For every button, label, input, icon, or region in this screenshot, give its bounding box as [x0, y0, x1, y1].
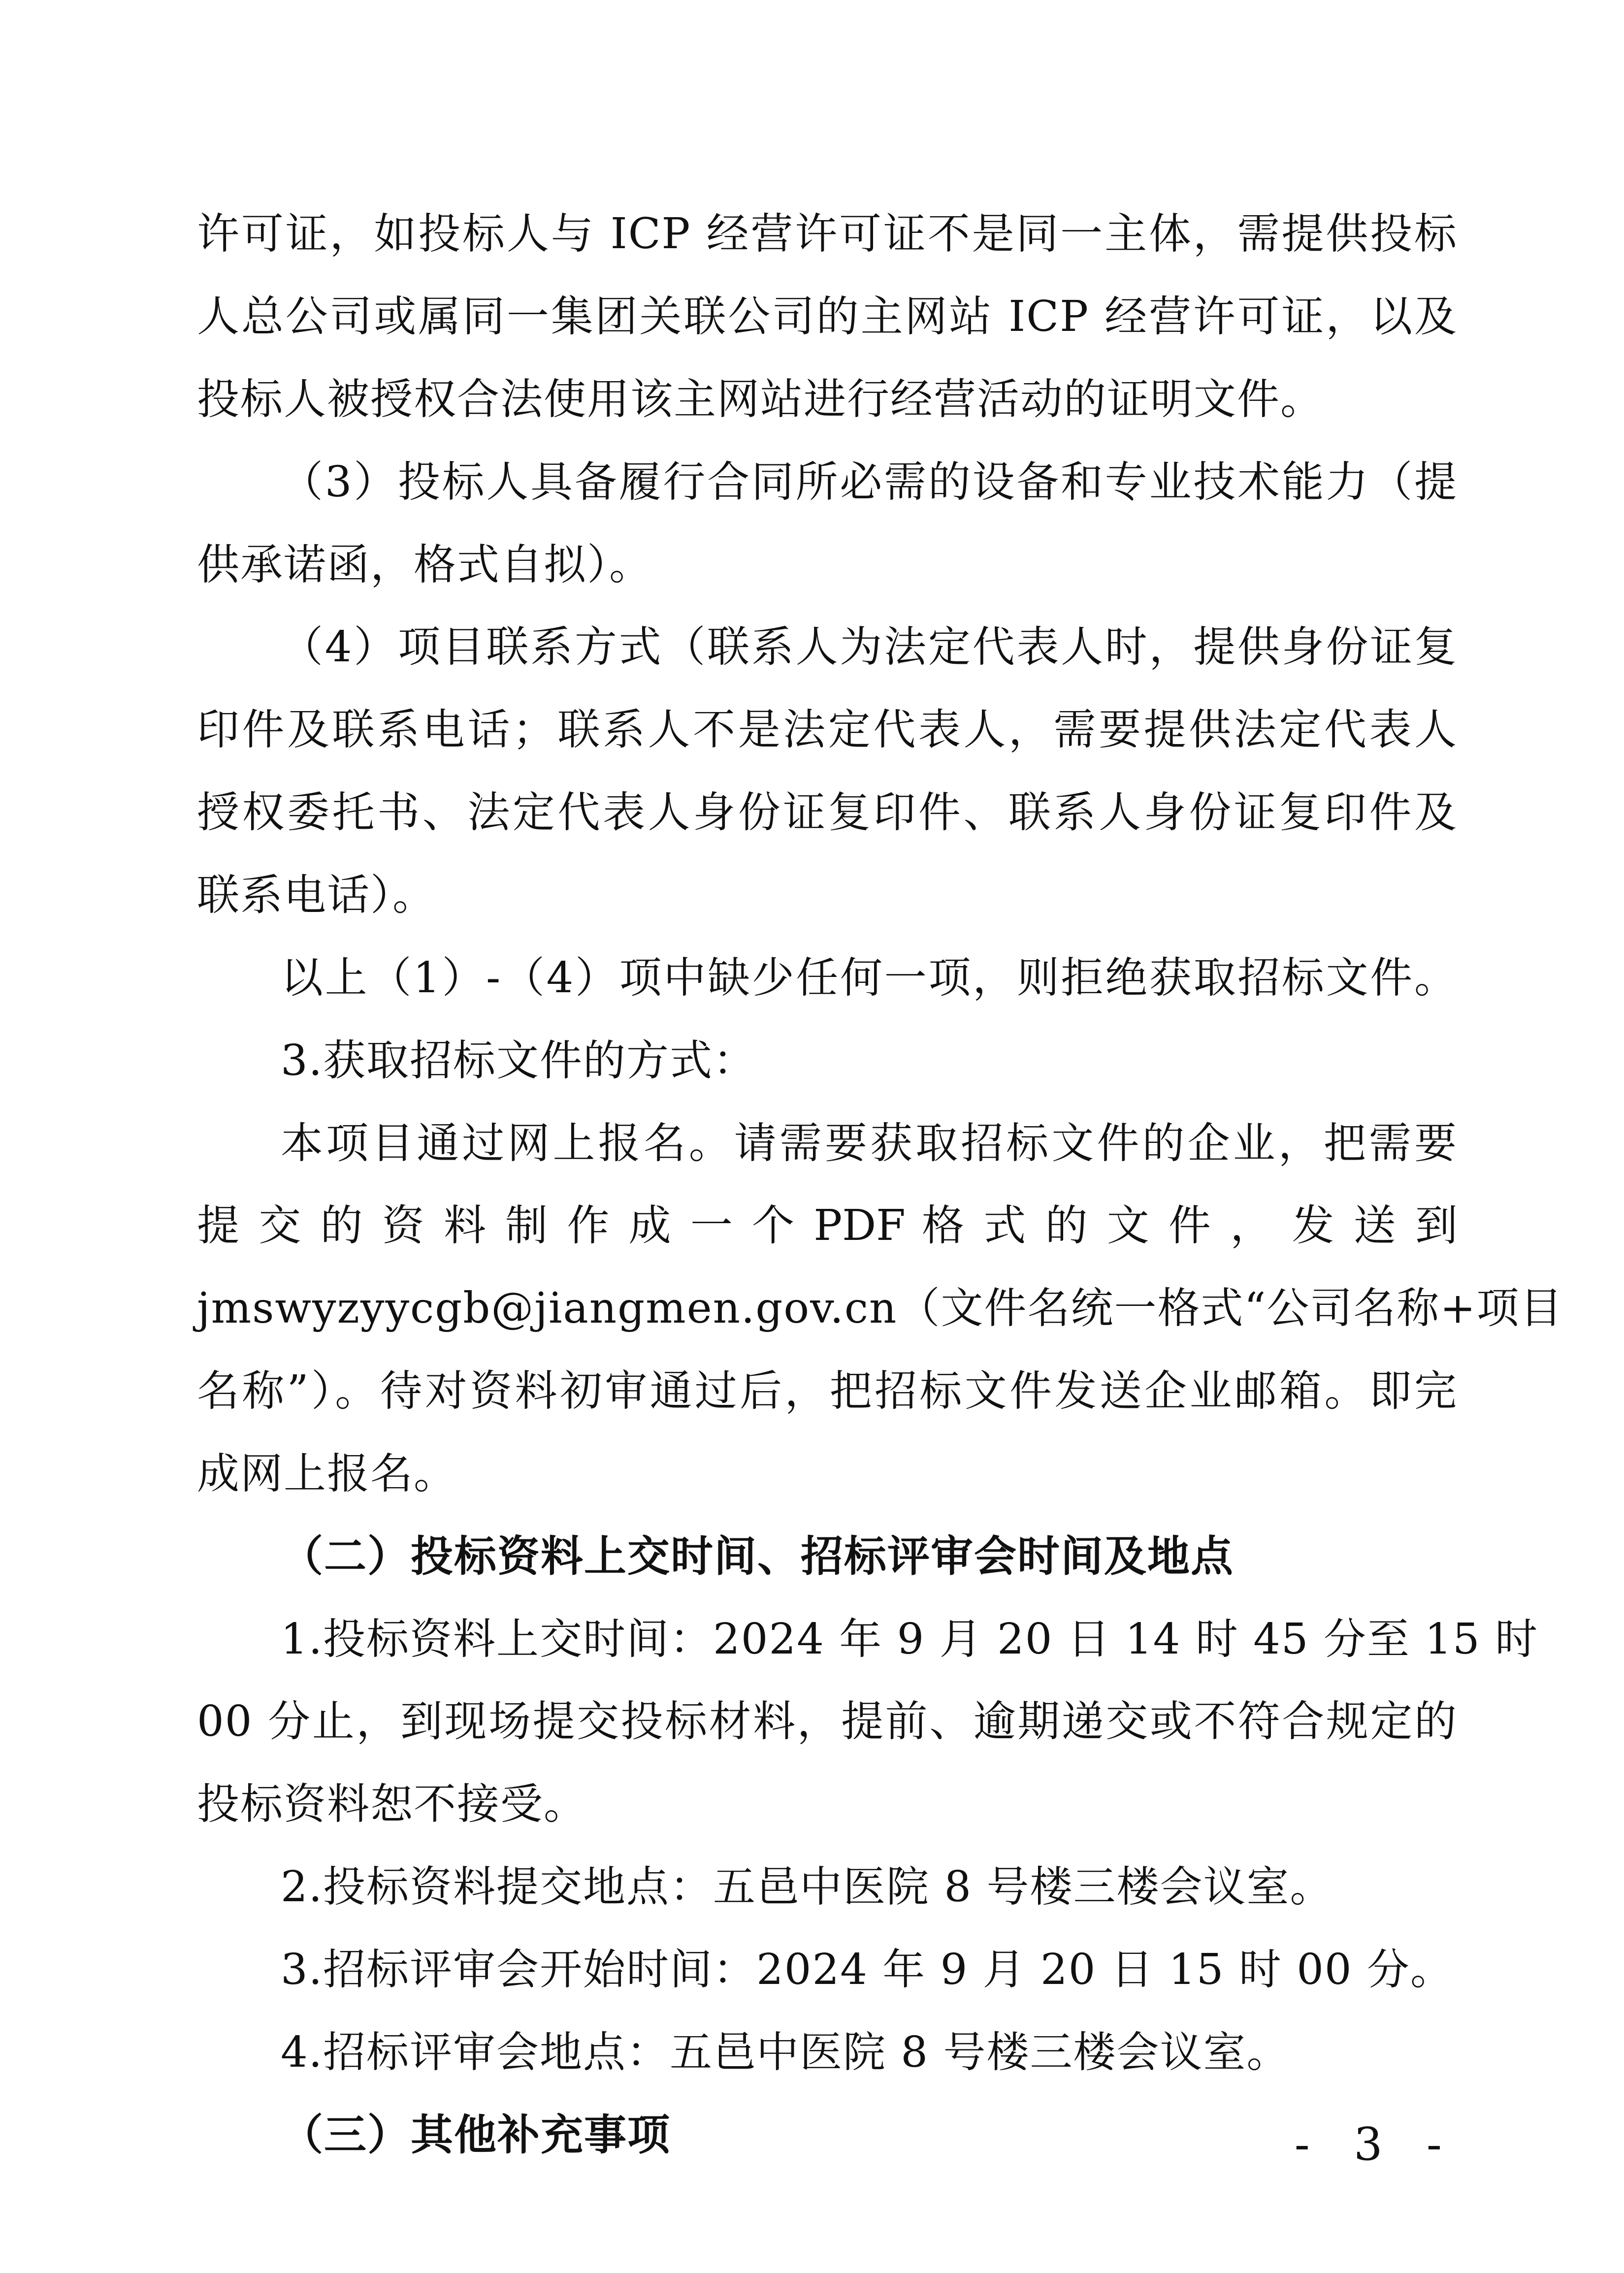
- text-line: 成网上报名。: [197, 1449, 457, 1498]
- text-line: 人总公司或属同一集团关联公司的主网站 ICP 经营许可证，以及: [197, 292, 1458, 341]
- text-line: 名称”）。待对资料初审通过后，把招标文件发送企业邮箱。即完: [197, 1366, 1458, 1416]
- text-line: jmswyzyycgb@jiangmen.gov.cn（文件名统一格式“公司名称+项目: [197, 1284, 1563, 1333]
- text-line: 2.投标资料提交地点：五邑中医院 8 号楼三楼会议室。: [281, 1862, 1333, 1912]
- text-line: 许可证，如投标人与 ICP 经营许可证不是同一主体，需提供投标: [197, 209, 1458, 259]
- text-line: 以上（1）-（4）项中缺少任何一项，则拒绝获取招标文件。: [281, 953, 1458, 1003]
- section-heading: （三）其他补充事项: [281, 2110, 671, 2160]
- text-line: 联系电话）。: [197, 871, 436, 920]
- text-line: 供承诺函，格式自拟）。: [197, 540, 652, 589]
- text-line: 00 分止，到现场提交投标材料，提前、逾期递交或不符合规定的: [197, 1697, 1458, 1746]
- text-line: 印件及联系电话；联系人不是法定代表人，需要提供法定代表人: [197, 705, 1458, 754]
- text-line: 1.投标资料上交时间：2024 年 9 月 20 日 14 时 45 分至 15 时: [281, 1615, 1539, 1664]
- text-line: 3.招标评审会开始时间：2024 年 9 月 20 日 15 时 00 分。: [281, 1945, 1454, 1994]
- text-line: 本项目通过网上报名。请需要获取招标文件的企业，把需要: [281, 1119, 1458, 1168]
- section-heading: （二）投标资料上交时间、招标评审会时间及地点: [281, 1531, 1234, 1581]
- text-line: （3）投标人具备履行合同所必需的设备和专业技术能力（提: [281, 457, 1458, 507]
- text-line: （4）项目联系方式（联系人为法定代表人时，提供身份证复: [281, 622, 1458, 672]
- text-line: 3.获取招标文件的方式：: [281, 1036, 757, 1085]
- text-line: 授权委托书、法定代表人身份证复印件、联系人身份证复印件及: [197, 788, 1458, 837]
- text-line: 4.招标评审会地点：五邑中医院 8 号楼三楼会议室。: [281, 2028, 1290, 2077]
- text-line: 投标人被授权合法使用该主网站进行经营活动的证明文件。: [197, 375, 1324, 424]
- text-line: 投标资料恕不接受。: [197, 1780, 587, 1829]
- page-number: - 3 -: [1294, 2118, 1457, 2171]
- text-line: 提 交 的 资 料 制 作 成 一 个 PDF 格 式 的 文 件 ， 发 送 到: [197, 1201, 1458, 1250]
